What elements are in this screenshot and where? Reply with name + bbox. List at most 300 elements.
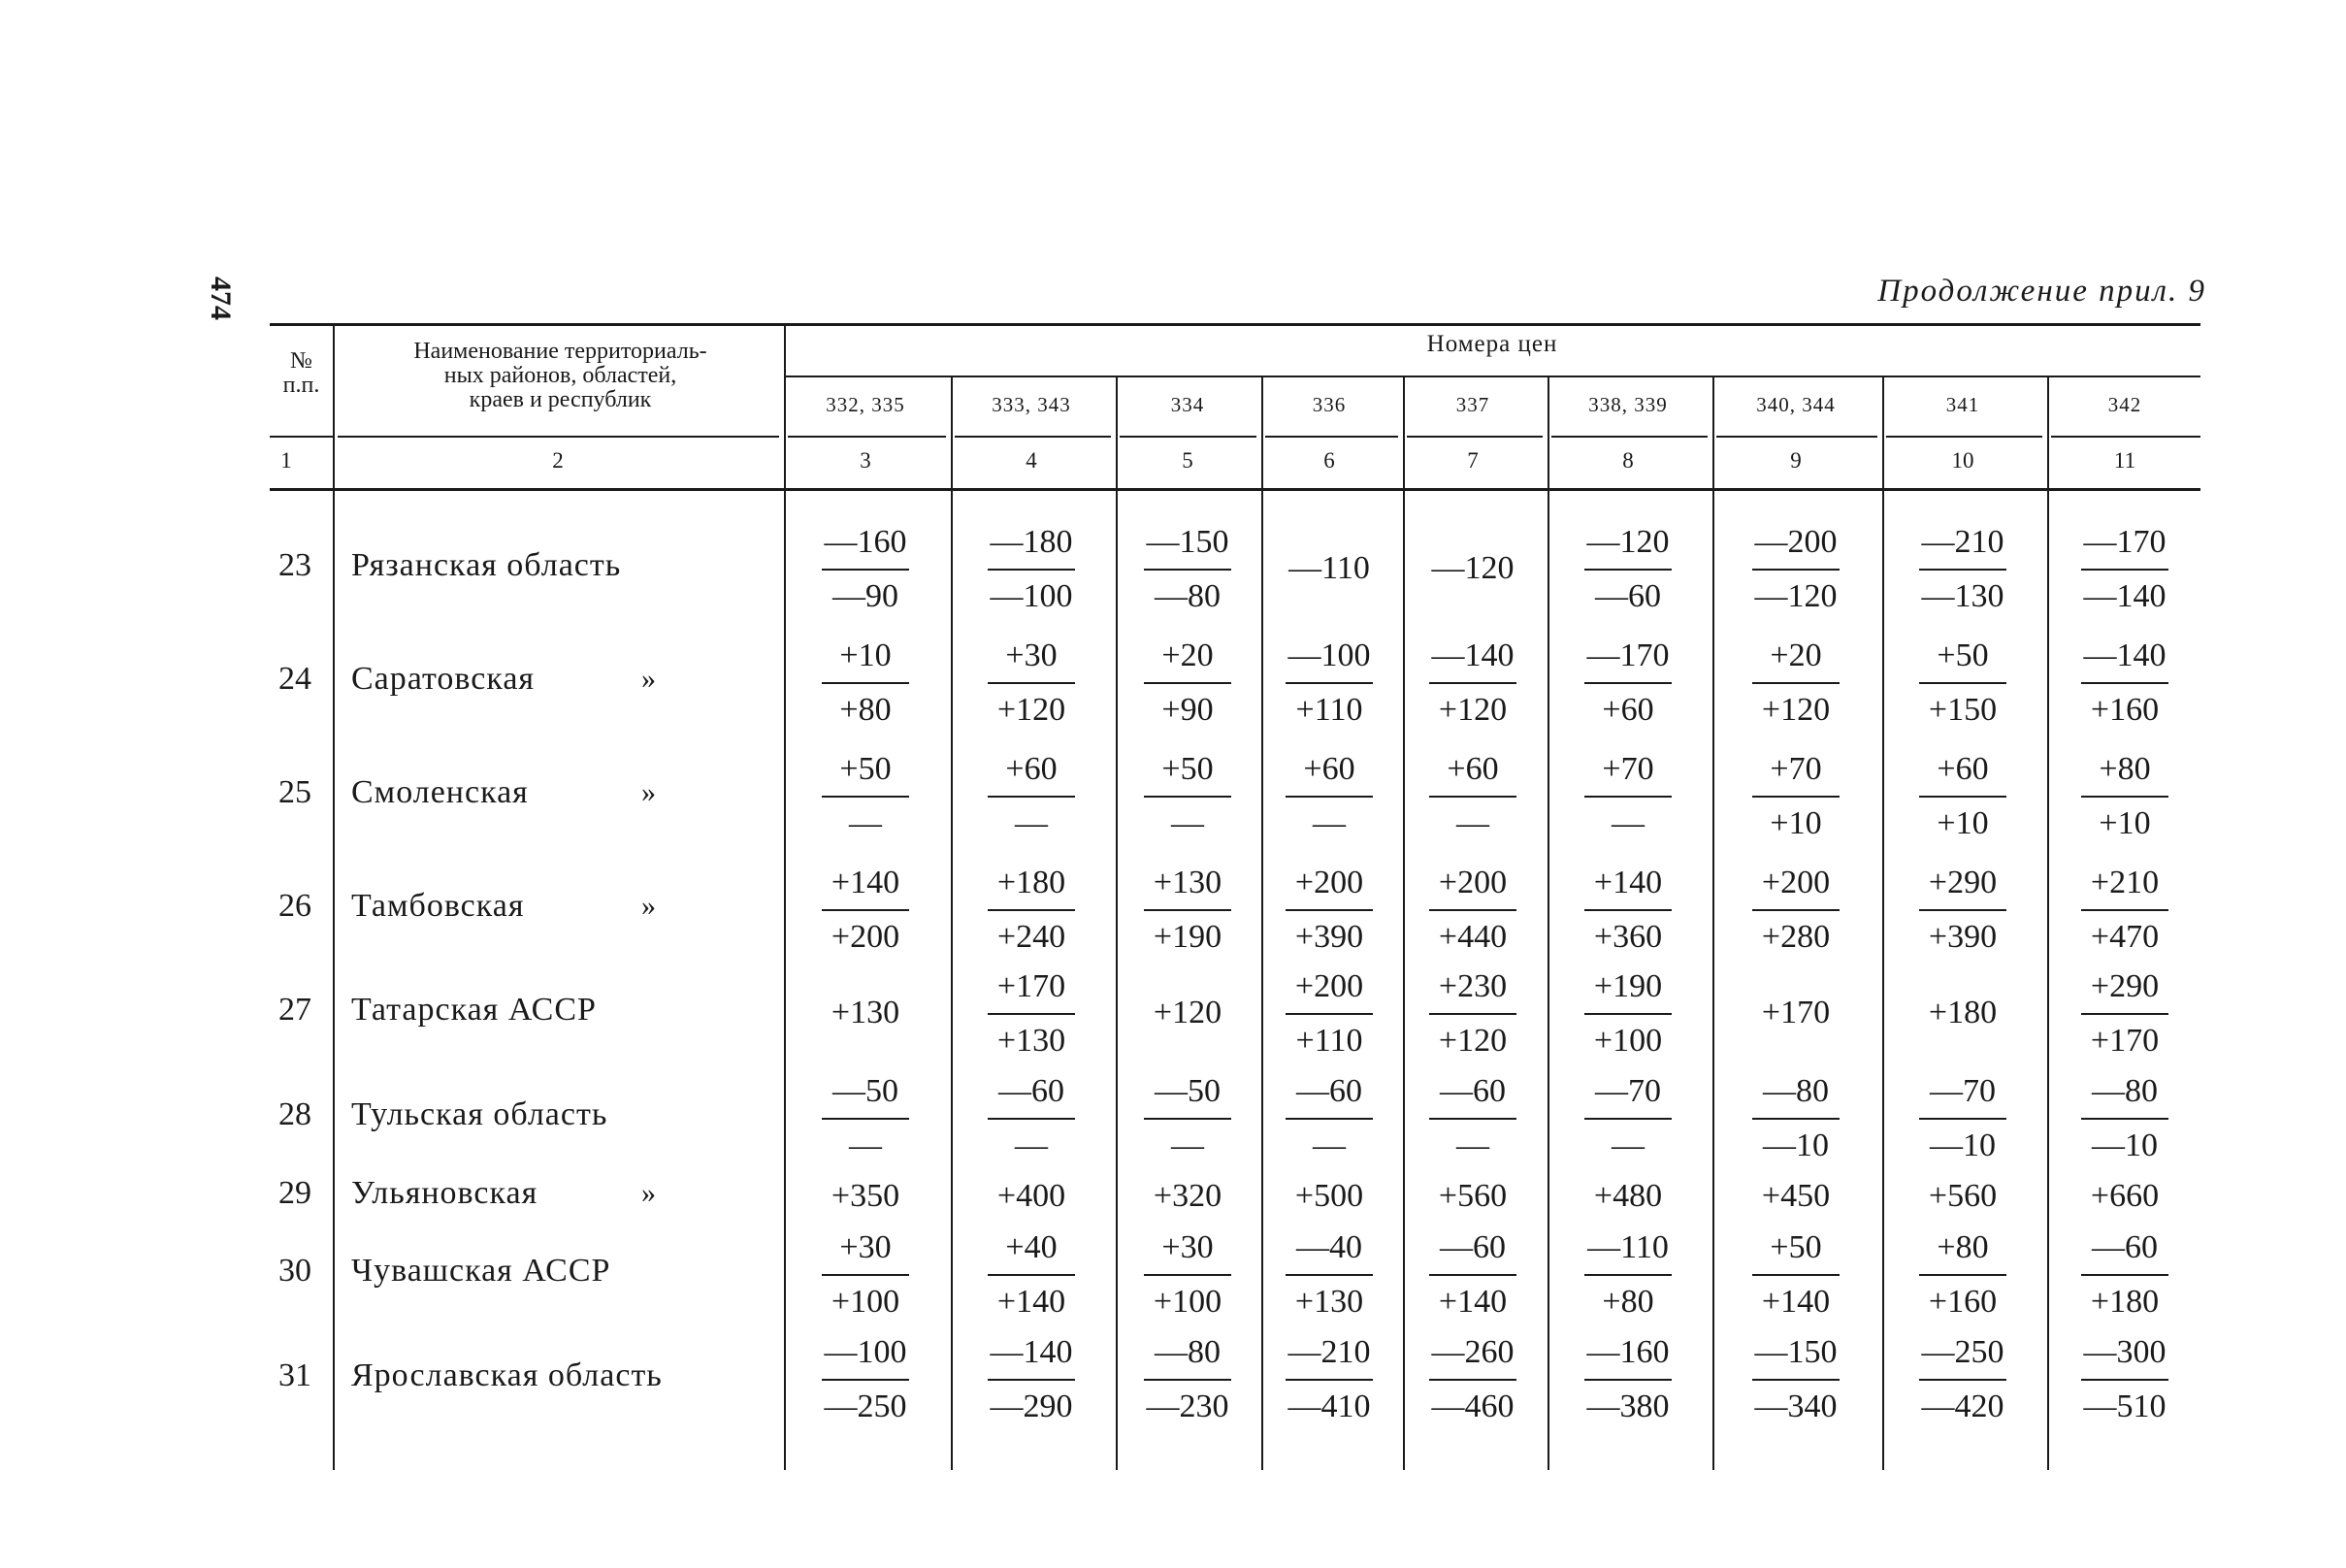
price-fraction: [802, 746, 929, 847]
denominator: —10: [2092, 1127, 2158, 1163]
header-mid-rule: [1265, 436, 1398, 438]
denominator: —250: [824, 1388, 907, 1424]
denominator: +120: [1438, 692, 1508, 728]
fraction-bar: [1584, 1118, 1672, 1120]
col-rule-name: [333, 325, 335, 1470]
price-value: +350: [831, 1178, 900, 1214]
denominator: +170: [2090, 1023, 2160, 1059]
col-rule-price: [1116, 377, 1118, 1470]
numerator: —160: [824, 524, 907, 560]
denominator: +160: [2090, 692, 2160, 728]
fraction-bar: [1429, 1118, 1516, 1120]
fraction-bar: [1919, 1118, 2006, 1120]
col-rule-price: [1712, 377, 1714, 1470]
fraction-bar: [1286, 796, 1373, 798]
denominator: —: [1313, 1127, 1346, 1163]
denominator: +360: [1593, 919, 1663, 955]
denominator: —80: [1155, 578, 1221, 614]
fraction-bar: [2081, 909, 2168, 911]
fraction-bar: [1286, 909, 1373, 911]
price-fraction: [1124, 633, 1251, 734]
denominator: +440: [1438, 919, 1508, 955]
region-name: Ульяновская: [351, 1175, 538, 1211]
numerator: +80: [1937, 1229, 1989, 1265]
fraction-bar: [988, 1379, 1075, 1381]
fraction-bar: [822, 1379, 909, 1381]
price-fraction: [1124, 519, 1251, 620]
fraction-bar: [1144, 909, 1231, 911]
numerator: —260: [1431, 1334, 1515, 1370]
header-mid-rule: [338, 436, 779, 438]
numerator: +70: [1602, 751, 1654, 787]
denominator: —60: [1595, 578, 1661, 614]
price-fraction: [802, 1329, 929, 1430]
numerator: +70: [1770, 751, 1822, 787]
numerator: —200: [1754, 524, 1838, 560]
price-fraction: [1124, 1225, 1251, 1325]
column-number: 7: [1467, 448, 1479, 473]
region-name: Тульская область: [351, 1096, 608, 1132]
fraction-bar: [1144, 569, 1231, 571]
continuation-caption: Продолжение прил. 9: [1877, 274, 2206, 309]
numerator: +50: [1770, 1229, 1822, 1265]
price-fraction: [1124, 746, 1251, 847]
price-fraction: [1410, 1225, 1536, 1325]
fraction-bar: [1752, 796, 1840, 798]
price-fraction: [2062, 633, 2188, 734]
fraction-bar: [2081, 682, 2168, 684]
header-price-number: 332, 335: [826, 393, 905, 416]
header-price-number: 336: [1312, 393, 1347, 416]
fraction-bar: [1144, 1274, 1231, 1276]
price-fraction: [2062, 746, 2188, 847]
denominator: +10: [2099, 805, 2151, 841]
fraction-bar: [988, 909, 1075, 911]
denominator: +390: [1928, 919, 1998, 955]
fraction-bar: [1286, 1013, 1373, 1015]
header-top-rule: [270, 323, 2200, 326]
denominator: +10: [1937, 805, 1989, 841]
denominator: +110: [1295, 692, 1363, 728]
price-fraction: [1266, 633, 1392, 734]
fraction-bar: [822, 909, 909, 911]
price-value: —120: [1431, 550, 1515, 586]
denominator: +10: [1770, 805, 1822, 841]
price-value: +320: [1153, 1178, 1222, 1214]
fraction-bar: [1429, 682, 1516, 684]
numerator: —210: [1921, 524, 2004, 560]
col-rule-price: [1882, 377, 1884, 1470]
prices-group-rule: [784, 376, 2200, 377]
numerator: —60: [1440, 1229, 1506, 1265]
fraction-bar: [1286, 1379, 1373, 1381]
header-price-number: 340, 344: [1756, 393, 1836, 416]
fraction-bar: [1584, 682, 1672, 684]
denominator: —380: [1586, 1388, 1670, 1424]
price-fraction: [1733, 746, 1859, 847]
price-fraction: [802, 860, 929, 961]
price-fraction: [1266, 860, 1392, 961]
denominator: +180: [2090, 1284, 2160, 1320]
fraction-bar: [988, 682, 1075, 684]
price-fraction: [802, 1068, 929, 1169]
price-fraction: [2062, 964, 2188, 1064]
price-fraction: [1410, 746, 1536, 847]
fraction-bar: [2081, 569, 2168, 571]
header-price-number: 337: [1455, 393, 1490, 416]
col-rule-price: [1403, 377, 1405, 1470]
price-fraction: [1733, 633, 1859, 734]
denominator: +80: [839, 692, 892, 728]
denominator: —: [1015, 805, 1048, 841]
price-fraction: [2062, 1225, 2188, 1325]
fraction-bar: [988, 1013, 1075, 1015]
fraction-bar: [988, 1118, 1075, 1120]
column-number: 4: [1026, 448, 1037, 473]
denominator: —: [1313, 805, 1346, 841]
price-fraction: [968, 860, 1094, 961]
price-fraction: [968, 633, 1094, 734]
price-value: +130: [831, 995, 900, 1030]
price-fraction: [1565, 860, 1691, 961]
numerator: +30: [839, 1229, 892, 1265]
denominator: —510: [2083, 1388, 2167, 1424]
denominator: +150: [1928, 692, 1998, 728]
denominator: —: [1612, 805, 1645, 841]
numerator: —210: [1287, 1334, 1371, 1370]
fraction-bar: [988, 569, 1075, 571]
numerator: +170: [996, 968, 1066, 1004]
numerator: —60: [1440, 1073, 1506, 1109]
column-number: 11: [2113, 448, 2136, 473]
price-fraction: [1733, 519, 1859, 620]
header-mid-rule: [1407, 436, 1543, 438]
header-price-number: 334: [1170, 393, 1205, 416]
price-fraction: [1410, 1068, 1536, 1169]
numerator: +200: [1294, 968, 1364, 1004]
col-rule-price: [951, 377, 953, 1470]
denominator: +140: [996, 1284, 1066, 1320]
col-rule-price: [2047, 377, 2049, 1470]
fraction-bar: [822, 569, 909, 571]
header-mid-rule: [955, 436, 1111, 438]
denominator: —130: [1921, 578, 2004, 614]
region-name: Чувашская АССР: [351, 1253, 611, 1289]
column-number: 2: [552, 448, 564, 473]
price-value: +500: [1294, 1178, 1364, 1214]
price-value: —110: [1288, 550, 1370, 586]
price-fraction: [802, 633, 929, 734]
numerator: +200: [1438, 865, 1508, 900]
numerator: +210: [2090, 865, 2160, 900]
numerator: +30: [1005, 637, 1058, 673]
price-fraction: [2062, 519, 2188, 620]
price-value: +120: [1153, 995, 1222, 1030]
denominator: +100: [1153, 1284, 1222, 1320]
fraction-bar: [1919, 909, 2006, 911]
denominator: —10: [1930, 1127, 1996, 1163]
numerator: —170: [2083, 524, 2167, 560]
header-mid-rule: [1716, 436, 1877, 438]
col-rule-price: [1548, 377, 1549, 1470]
price-fraction: [1565, 1225, 1691, 1325]
denominator: —10: [1763, 1127, 1829, 1163]
denominator: +120: [1438, 1023, 1508, 1059]
fraction-bar: [1286, 1274, 1373, 1276]
numerator: —300: [2083, 1334, 2167, 1370]
denominator: +140: [1761, 1284, 1831, 1320]
fraction-bar: [1919, 1274, 2006, 1276]
header-mid-rule: [788, 436, 946, 438]
denominator: +130: [996, 1023, 1066, 1059]
price-fraction: [1565, 1068, 1691, 1169]
numerator: —80: [1763, 1073, 1829, 1109]
denominator: +140: [1438, 1284, 1508, 1320]
numerator: —110: [1587, 1229, 1669, 1265]
header-mid-rule: [1551, 436, 1708, 438]
denominator: —230: [1146, 1388, 1229, 1424]
fraction-bar: [1584, 1274, 1672, 1276]
numerator: —250: [1921, 1334, 2004, 1370]
price-fraction: [1733, 1329, 1859, 1430]
numerator: —100: [1287, 637, 1371, 673]
fraction-bar: [1429, 1274, 1516, 1276]
fraction-bar: [2081, 1274, 2168, 1276]
row-number: 30: [278, 1253, 311, 1289]
ditto-mark: »: [641, 776, 656, 808]
price-fraction: [1565, 746, 1691, 847]
fraction-bar: [1584, 796, 1672, 798]
region-name: Татарская АССР: [351, 992, 597, 1028]
fraction-bar: [1919, 796, 2006, 798]
price-fraction: [968, 964, 1094, 1064]
numerator: —120: [1586, 524, 1670, 560]
price-fraction: [1410, 633, 1536, 734]
denominator: +190: [1153, 919, 1222, 955]
price-value: +480: [1593, 1178, 1663, 1214]
denominator: —: [1456, 805, 1489, 841]
numerator: +200: [1294, 865, 1364, 900]
denominator: —410: [1287, 1388, 1371, 1424]
price-fraction: [1410, 964, 1536, 1064]
fraction-bar: [1286, 1118, 1373, 1120]
region-name: Ярославская область: [351, 1357, 663, 1393]
column-number: 5: [1182, 448, 1193, 473]
numerator: +10: [839, 637, 892, 673]
region-name: Саратовская: [351, 661, 536, 697]
ditto-mark: »: [641, 890, 656, 922]
denominator: +80: [1602, 1284, 1654, 1320]
denominator: —: [1015, 1127, 1048, 1163]
header-price-number: 341: [1945, 393, 1980, 416]
price-fraction: [1565, 519, 1691, 620]
price-fraction: [968, 746, 1094, 847]
price-fraction: [1124, 860, 1251, 961]
fraction-bar: [1584, 1013, 1672, 1015]
column-number: 3: [860, 448, 871, 473]
price-fraction: [968, 519, 1094, 620]
fraction-bar: [1919, 569, 2006, 571]
fraction-bar: [1144, 796, 1231, 798]
fraction-bar: [2081, 1013, 2168, 1015]
denominator: +120: [1761, 692, 1831, 728]
numerator: +40: [1005, 1229, 1058, 1265]
fraction-bar: [1429, 796, 1516, 798]
numerator: +290: [2090, 968, 2160, 1004]
denominator: —120: [1754, 578, 1838, 614]
fraction-bar: [1584, 1379, 1672, 1381]
numerator: —160: [1586, 1334, 1670, 1370]
fraction-bar: [822, 796, 909, 798]
column-number: 10: [1951, 448, 1974, 473]
numerator: —80: [1155, 1334, 1221, 1370]
denominator: +160: [1928, 1284, 1998, 1320]
fraction-bar: [1752, 909, 1840, 911]
denominator: —100: [990, 578, 1073, 614]
price-fraction: [802, 1225, 929, 1325]
price-fraction: [1900, 1068, 2026, 1169]
page-number: 474: [205, 277, 237, 320]
price-fraction: [2062, 1329, 2188, 1430]
row-number: 26: [278, 888, 311, 924]
denominator: —340: [1754, 1388, 1838, 1424]
fraction-bar: [1584, 569, 1672, 571]
fraction-bar: [1429, 1379, 1516, 1381]
fraction-bar: [988, 1274, 1075, 1276]
denominator: —: [849, 1127, 882, 1163]
numerator: +60: [1303, 751, 1355, 787]
numerator: —40: [1296, 1229, 1362, 1265]
fraction-bar: [1144, 682, 1231, 684]
denominator: +470: [2090, 919, 2160, 955]
denominator: +130: [1294, 1284, 1364, 1320]
col-rule-price: [1261, 377, 1263, 1470]
denominator: +240: [996, 919, 1066, 955]
price-fraction: [2062, 860, 2188, 961]
numerator: —60: [2092, 1229, 2158, 1265]
price-value: +180: [1928, 995, 1998, 1030]
header-mid-rule: [1886, 436, 2042, 438]
denominator: —290: [990, 1388, 1073, 1424]
row-number: 25: [278, 774, 311, 810]
numerator: —150: [1146, 524, 1229, 560]
fraction-bar: [1919, 682, 2006, 684]
column-number: 9: [1790, 448, 1802, 473]
price-fraction: [1410, 860, 1536, 961]
denominator: —: [1612, 1127, 1645, 1163]
price-value: +560: [1438, 1178, 1508, 1214]
denominator: —: [1171, 805, 1204, 841]
numerator: +20: [1161, 637, 1214, 673]
numerator: +290: [1928, 865, 1998, 900]
price-fraction: [2062, 1068, 2188, 1169]
price-fraction: [1124, 1329, 1251, 1430]
denominator: —140: [2083, 578, 2167, 614]
price-fraction: [1266, 1329, 1392, 1430]
denominator: —460: [1431, 1388, 1515, 1424]
price-fraction: [1900, 860, 2026, 961]
column-number: 1: [280, 448, 292, 473]
numerator: —70: [1930, 1073, 1996, 1109]
numerator: —140: [1431, 637, 1515, 673]
price-fraction: [1266, 1068, 1392, 1169]
row-number: 23: [278, 547, 311, 583]
numerator: +60: [1005, 751, 1058, 787]
price-value: +170: [1761, 995, 1831, 1030]
fraction-bar: [822, 1274, 909, 1276]
numerator: —60: [998, 1073, 1064, 1109]
price-fraction: [1900, 519, 2026, 620]
denominator: +120: [996, 692, 1066, 728]
price-fraction: [968, 1225, 1094, 1325]
header-price-number: 338, 339: [1588, 393, 1668, 416]
price-fraction: [1565, 633, 1691, 734]
numerator: —80: [2092, 1073, 2158, 1109]
denominator: +90: [1161, 692, 1214, 728]
numerator: —180: [990, 524, 1073, 560]
price-fraction: [1124, 1068, 1251, 1169]
denominator: +110: [1295, 1023, 1363, 1059]
region-name: Тамбовская: [351, 888, 525, 924]
row-number: 31: [278, 1357, 311, 1393]
row-number: 28: [278, 1096, 311, 1132]
numerator: +140: [831, 865, 900, 900]
price-fraction: [1565, 964, 1691, 1064]
numerator: —70: [1595, 1073, 1661, 1109]
header-price-number: 342: [2107, 393, 2142, 416]
denominator: —: [849, 805, 882, 841]
header-prices-group: Номера цен: [1426, 331, 1558, 357]
fraction-bar: [822, 682, 909, 684]
header-mid-rule: [2051, 436, 2200, 438]
numerator: —100: [824, 1334, 907, 1370]
numerator: +130: [1153, 865, 1222, 900]
numerator: +60: [1937, 751, 1989, 787]
numerator: —170: [1586, 637, 1670, 673]
fraction-bar: [1429, 1013, 1516, 1015]
price-fraction: [1900, 633, 2026, 734]
price-fraction: [1266, 746, 1392, 847]
fraction-bar: [1752, 1118, 1840, 1120]
numerator: —60: [1296, 1073, 1362, 1109]
fraction-bar: [1584, 909, 1672, 911]
numerator: —150: [1754, 1334, 1838, 1370]
row-number: 24: [278, 661, 311, 697]
denominator: +60: [1602, 692, 1654, 728]
region-name: Рязанская область: [351, 547, 622, 583]
denominator: +280: [1761, 919, 1831, 955]
numerator: +230: [1438, 968, 1508, 1004]
price-fraction: [968, 1068, 1094, 1169]
denominator: —420: [1921, 1388, 2004, 1424]
denominator: +100: [1593, 1023, 1663, 1059]
numerator: +30: [1161, 1229, 1214, 1265]
price-value: +400: [996, 1178, 1066, 1214]
header-number-column: № п.п.: [282, 348, 320, 399]
price-value: +660: [2090, 1178, 2160, 1214]
numerator: +50: [839, 751, 892, 787]
fraction-bar: [988, 796, 1075, 798]
denominator: +100: [831, 1284, 900, 1320]
fraction-bar: [1144, 1379, 1231, 1381]
ditto-mark: »: [641, 663, 656, 695]
price-fraction: [1900, 746, 2026, 847]
region-name: Смоленская: [351, 774, 529, 810]
fraction-bar: [2081, 1379, 2168, 1381]
price-value: +560: [1928, 1178, 1998, 1214]
numerator: —50: [1155, 1073, 1221, 1109]
price-fraction: [1900, 1329, 2026, 1430]
